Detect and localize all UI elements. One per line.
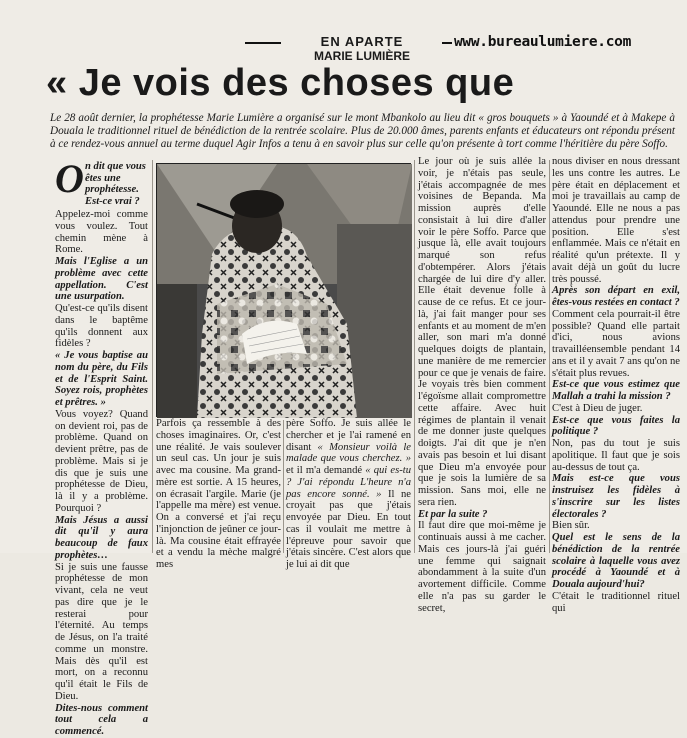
interview-answer: C'est à Dieu de juger. — [552, 402, 643, 414]
interview-answer: C'était le traditionnel rituel qui — [552, 590, 680, 614]
interview-question: Est-ce que vous estimez que Mallah a trahi la mission ? — [552, 379, 680, 402]
interview-answer: Le jour où je suis allée la voir, je n'étais pas seule, j'étais accompagnée de mes voisines de Bepanda. Ma mission auprès d'elle consistait à lui dire d'aller voir le père Soffo. Parce que jusque là, elle avait toujours marqué son refus d'obtempérer. Alors j'étais chargée de lui dire d'y aller. Elle était devenue folle à cause de ce refus. Et ce jour-là, j'ai fait manger pour ses enfants et au moment de m'en aller, son mari m'a donné quelques doigts de plantain, une manière de me remercier pour ce que je venais de faire. Je voyais très bien comment l'égoïsme allait compromettre cette affaire. Avec huit régimes de plantain il venait de me donner juste quelques doigts. J'ai dit que je n'en avais pas besoin et lui disant que Dieu m'a envoyée pour que je sois la lumière de sa mission. Sans moi, elle ne sera rien. — [418, 156, 546, 508]
column-2 — [156, 418, 281, 570]
interview-answer: Parfois ça ressemble à des choses imaginaires. Or, c'est une réalité. Je vais soulever un seul cas. Un jour je suis avec ma cousine. Ma grand-mère est sortie. A 15 heures, on écrasait l'argile. Marie (je l'appelle ma mère) est venue. On a conversé et j'ai reçu l'injonction de jeûner ce jour-là. Ma cousine était effrayée et a vendu la mèche malgré mes — [156, 418, 281, 570]
interview-answer: nous diviser en nous dressant les uns contre les autres. Le père était en déplacement et moi je travaillais au camp de Yaoundé. Elle ne nous a pas attendus pour prendre une position. Elle s'est enflammée. Mais ce n'était en réalité qu'un prétexte. Il y avait déjà un goût du lucre très poussé. — [552, 156, 680, 285]
answer-text: et il m'a demandé — [286, 465, 366, 476]
interview-answer: Si je suis une fausse prophétesse de mon vivant, cela ne veut pas dire que je le resterai pour l'éternité. Au temps de Jésus, on l'a traité comme un monstre. Mais dès qu'il est mort, on a reconnu qu'il était le Fils de Dieu. — [55, 561, 148, 702]
answer-text: père Soffo. Je suis allée le chercher et je l'ai ramené en disant — [286, 418, 411, 453]
drop-cap: O — [55, 156, 84, 201]
answer-text: Il ne croyait pas que j'étais envoyée par Dieu. En tout cas il voulait me mettre à l'épreuve pour savoir que j'étais sincère. C'est alors que je lui ai dit que — [286, 488, 411, 570]
column-1 — [55, 209, 148, 737]
interview-question: Est-ce que vous faites la politique ? — [552, 414, 680, 438]
column-divider — [549, 160, 550, 553]
interview-question: Mais Jésus a aussi dit qu'il y aura beaucoup de faux prophètes… — [55, 514, 148, 561]
photo-prophetess — [156, 163, 411, 417]
rubric-author: MARIE LUMIÈRE — [314, 49, 410, 63]
column-3 — [286, 418, 411, 570]
column-5 — [552, 156, 680, 614]
interview-question: Mais est-ce que vous instruisez les fidèles à s'inscrire sur les listes électorales ? — [552, 473, 680, 520]
article-intro: Le 28 août dernier, la prophétesse Marie Lumière a organisé sur le mont Mbankolo au lieu dit « gros bouquets » à Yaoundé et à Makepe à Douala le traditionnel rituel de bénédiction de la rentrée scolaire. Plus de 20.000 âmes, parents enfants et éducateurs ont répondu présent à ce rendez-vous annuel au terme duquel Agir Infos a tenu à en savoir plus sur celle qu'on présente à tort comme l'héritière du père Soffo. — [50, 112, 675, 150]
interview-question: « Je vous baptise au nom du père, du Fils et de l'Esprit Saint. Soyez rois, prophètes et prêtres. » — [55, 350, 148, 408]
interview-answer: Il faut dire que moi-même je continuais aussi à me cacher. Mais ces jours-là j'ai guéri une femme qui saignait abondamment à la suite d'un avortement difficile. Comme elle n'a pas su garder le secret, — [418, 520, 546, 614]
first-question: n dit que vous êtes une prophétesse. Est-ce vrai ? — [85, 161, 146, 207]
column-divider — [283, 420, 284, 553]
interview-question: Dites-nous comment tout cela a commencé. — [55, 702, 148, 737]
column-divider — [414, 160, 415, 553]
interview-question: Après son départ en exil, êtes-vous restées en contact ? — [552, 285, 680, 308]
column-4 — [418, 156, 546, 614]
interview-answer: Comment cela pourrait-il être possible? Quand elle partait d'ici, nous avions travailléensemble pendant 14 ans et il y avait 7 ans qu'on ne s'était plus revues. — [552, 308, 680, 379]
headline: « Je vois des choses que — [46, 62, 515, 104]
rubric-section: EN APARTE — [320, 34, 404, 49]
rubric-rule-left — [245, 42, 281, 44]
rubric — [282, 34, 442, 63]
photo-image — [157, 164, 412, 418]
rubric-rule-right — [442, 42, 452, 44]
interview-question: Et par la suite ? — [418, 508, 488, 520]
interview-question: Mais l'Eglise a un problème avec cette appellation. C'est une usurpation. — [55, 256, 148, 303]
interview-answer — [286, 418, 411, 571]
website-watermark: www.bureaulumiere.com — [454, 34, 632, 50]
interview-answer: Non, pas du tout je suis apolitique. Il faut que je sois au-dessus de tout ça. — [552, 438, 680, 473]
interview-question: Quel est le sens de la bénédiction de la rentrée scolaire à laquelle vous avez procédé à Yaoundé et à Douala aujourd'hui? — [552, 532, 680, 590]
quoted-speech: « Monsieur voilà le malade que vous cherchez. » — [286, 441, 411, 465]
interview-answer: Vous voyez? Quand on devient roi, pas de problème. Quand on devient prêtre, pas de problème. Mais si je dis que je suis une prophétesse de Dieu, là il y a problème. Pourquoi ? — [55, 408, 148, 514]
interview-answer: Bien sûr. — [552, 520, 590, 532]
interview-answer: Qu'est-ce qu'ils disent dans le baptême qu'ils donnent aux fidèles ? — [55, 303, 148, 350]
interview-answer: Appelez-moi comme vous voulez. Tout chemin mène à Rome. — [55, 209, 148, 256]
quoted-speech: « qui es-tu ? J'ai répondu L'heure n'a pas encore sonné. » — [286, 465, 411, 500]
column-divider — [152, 160, 153, 553]
